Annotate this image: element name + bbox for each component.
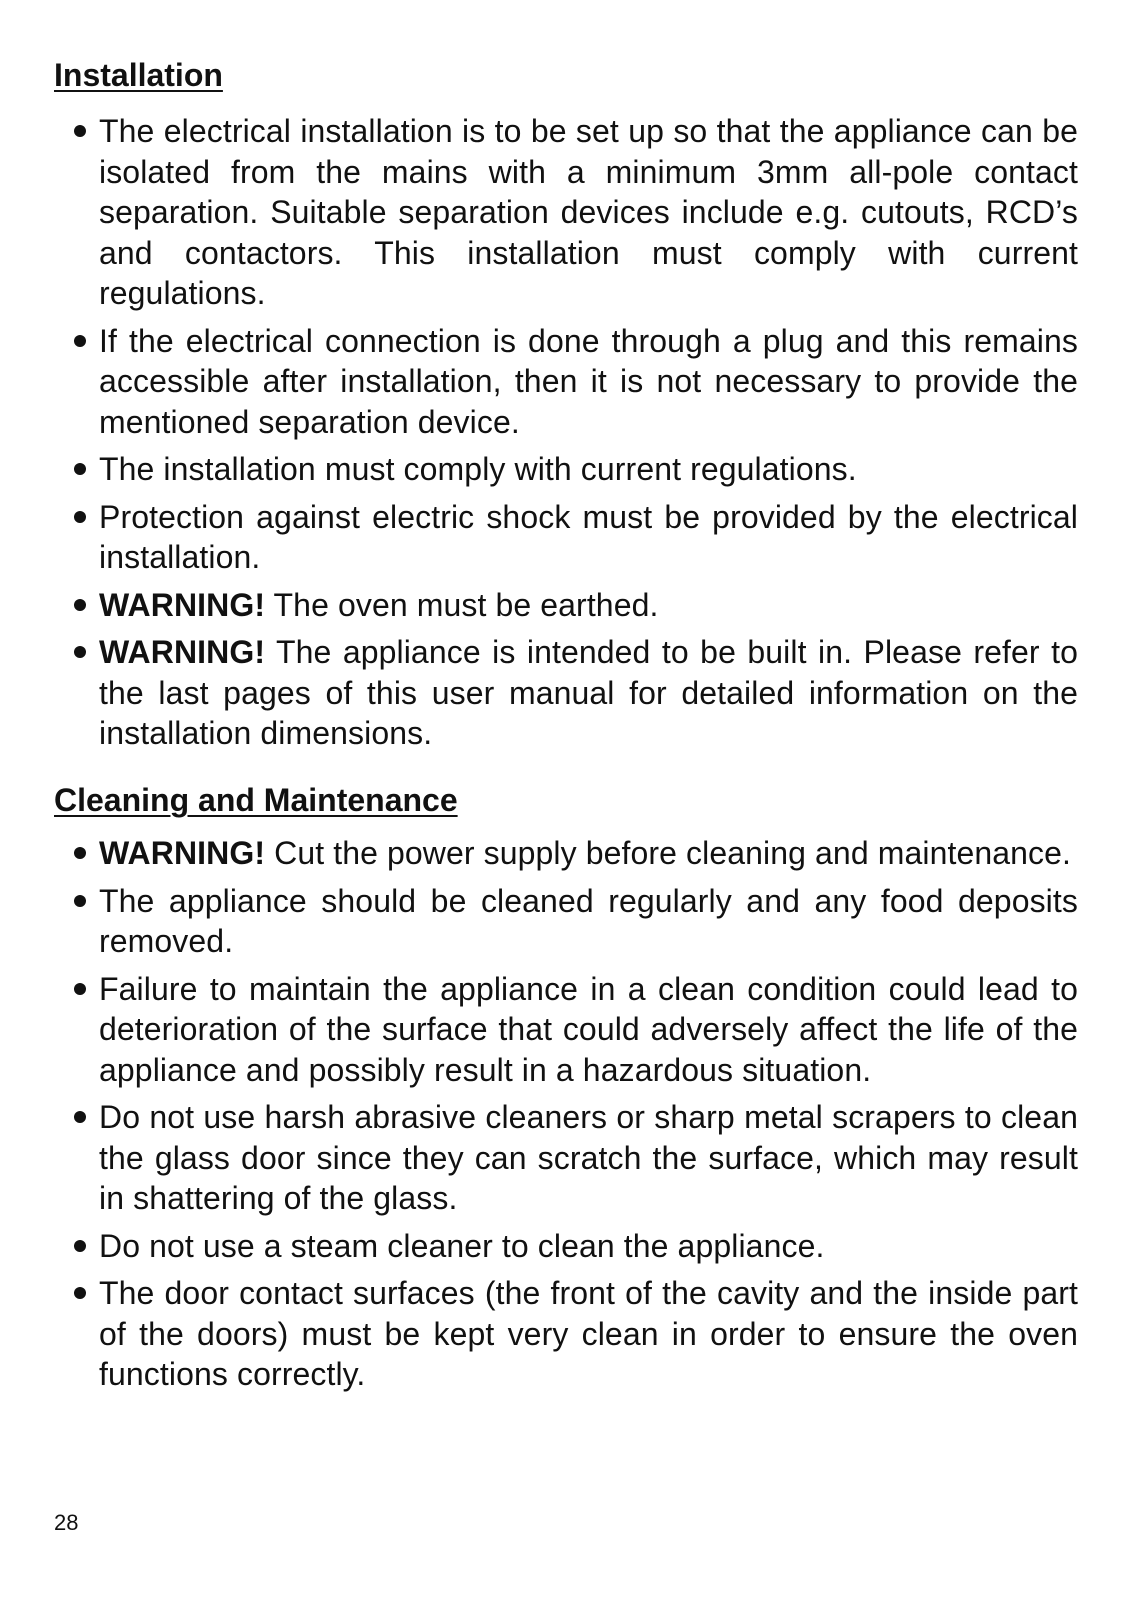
- item-text: If the electrical connection is done through a plug and this remains accessible after installation, then it is not necessary to provide the mentioned separation device.: [99, 322, 1078, 440]
- item-text: The appliance should be cleaned regularly and any food deposits removed.: [99, 882, 1078, 959]
- list-item: [0, 881, 1078, 962]
- bullet-icon: [74, 335, 86, 347]
- list-item: [0, 321, 1078, 443]
- list-item: [0, 497, 1078, 578]
- bullet-icon: [74, 511, 86, 523]
- item-text: The door contact surfaces (the front of the cavity and the inside part of the doors) must be kept very clean in order to ensure the oven functions correctly.: [99, 1275, 1078, 1392]
- item-text: Protection against electric shock must be provided by the electrical installation.: [99, 498, 1078, 575]
- list-item: [0, 1226, 1078, 1267]
- bullet-icon: [74, 125, 86, 137]
- list-item: [0, 1097, 1078, 1219]
- list-item: [0, 1273, 1078, 1395]
- bullet-icon: [74, 463, 86, 475]
- page-number: 28: [54, 1510, 79, 1535]
- bullet-icon: [74, 599, 86, 611]
- list-item: [0, 449, 1078, 490]
- bullet-icon: [74, 983, 86, 995]
- item-text: Failure to maintain the appliance in a clean condition could lead to deterioration of the surface that could adversely affect the life of the appliance and possibly result in a hazardous situation.: [99, 970, 1078, 1088]
- warning-label: WARNING!: [99, 634, 266, 670]
- installation-list: [0, 111, 1128, 761]
- list-item: [0, 969, 1078, 1091]
- item-text: Cut the power supply before cleaning and maintenance.: [265, 835, 1072, 871]
- list-item: [0, 111, 1078, 314]
- list-item: [0, 833, 1078, 874]
- section-heading-cleaning-maintenance: Cleaning and Maintenance: [54, 782, 458, 818]
- item-text: The appliance is intended to be built in. Please refer to the last pages of this user manual for detailed information on the installation dimensions.: [99, 634, 1078, 751]
- bullet-icon: [74, 1287, 86, 1299]
- bullet-icon: [74, 1240, 86, 1252]
- bullet-icon: [74, 895, 86, 907]
- item-text: The electrical installation is to be set up so that the appliance can be isolated from the mains with a minimum 3mm all-pole contact separation. Suitable separation devices include e.g. cutouts, RCD’s and contactors. This installation must comply with current regulations.: [99, 113, 1078, 311]
- list-item: [0, 632, 1078, 754]
- list-item: [0, 585, 1078, 626]
- cleaning-maintenance-list: [0, 833, 1128, 1402]
- item-text: The oven must be earthed.: [265, 586, 659, 623]
- bullet-icon: [74, 1111, 86, 1123]
- bullet-icon: [74, 646, 86, 658]
- section-heading-installation: Installation: [54, 57, 223, 93]
- warning-label: WARNING!: [99, 586, 266, 623]
- bullet-icon: [74, 847, 86, 859]
- item-text: Do not use harsh abrasive cleaners or sharp metal scrapers to clean the glass door since they can scratch the surface, which may result in shattering of the glass.: [99, 1099, 1078, 1216]
- item-text: Do not use a steam cleaner to clean the appliance.: [99, 1227, 825, 1264]
- warning-label: WARNING!: [99, 835, 266, 871]
- item-text: The installation must comply with current regulations.: [99, 451, 857, 487]
